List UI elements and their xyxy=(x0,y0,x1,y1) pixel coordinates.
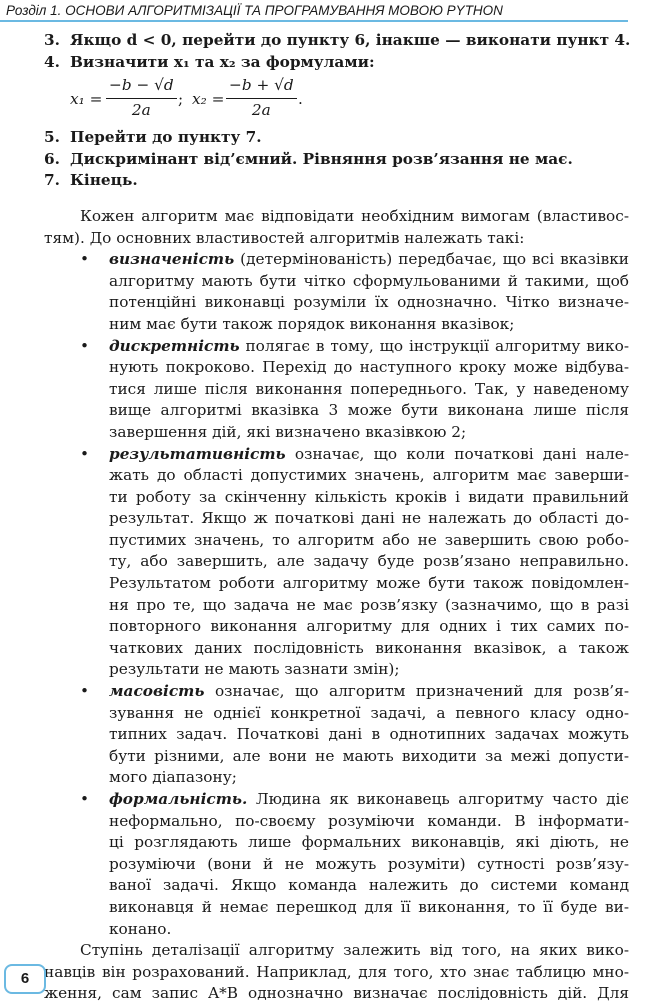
property-text: означає, що коли початкові дані нале- xyxy=(294,444,629,463)
text-line xyxy=(109,249,629,271)
property-text: полягає в тому, що інструкції алгоритму вико- xyxy=(245,336,629,355)
header-rule xyxy=(0,20,628,22)
text-line: конано. xyxy=(109,919,172,938)
property-term: дискретність xyxy=(109,336,240,355)
step-text: Визначити x₁ та x₂ за формулами: xyxy=(70,52,375,71)
x2-fraction xyxy=(226,75,297,121)
chapter-title: Розділ 1. ОСНОВИ АЛГОРИТМІЗАЦІЇ ТА ПРОГРАМУВАННЯ МОВОЮ PYTHON xyxy=(6,3,503,18)
step-text: Перейти до пункту 7. xyxy=(70,128,262,147)
text-line: Результатом роботи алгоритму може бути також повідомлен- xyxy=(109,574,629,593)
bullet-icon: • xyxy=(80,790,90,808)
formula-separator: ; xyxy=(178,90,184,109)
text-line: жать до області допустимих значень, алгоритм має заверши- xyxy=(109,466,629,485)
text-line xyxy=(109,789,629,811)
step-number: 5. xyxy=(44,128,60,147)
property-term: результативність xyxy=(109,444,286,463)
bullet-icon: • xyxy=(80,250,90,269)
step-7 xyxy=(44,170,629,192)
text-line: зування не однієї конкретної задачі, а певного класу одно- xyxy=(109,703,629,722)
text-line: ження, сам запис A*B однозначно визначає послідовність дій. Для xyxy=(44,984,629,1003)
intro-paragraph xyxy=(44,206,629,249)
text-line: тям). До основних властивостей алгоритмів належать такі: xyxy=(44,228,525,247)
text-line: вище алгоритмі вказівка 3 може бути виконана лише після xyxy=(109,401,629,420)
step-text: Дискримінант від’ємний. Рівняння розв’язання не має. xyxy=(70,149,573,168)
step-text: Кінець. xyxy=(70,171,138,190)
formula-end: . xyxy=(298,90,303,109)
algorithm-steps xyxy=(44,30,629,192)
text-line: результати не мають зазнати змін); xyxy=(109,660,400,679)
x1-numerator: −b − √d xyxy=(106,75,177,99)
text-line: алгоритму мають бути чітко сформульованими й такими, щоб xyxy=(109,271,629,290)
text-line: результат. Якщо ж початкові дані не належать до області до- xyxy=(109,509,629,528)
text-line: типних задач. Початкові дані в однотипних задачах можуть xyxy=(109,725,629,744)
text-line: ня про те, що задача не має розв’язку (зазначимо, що в разі xyxy=(109,595,629,614)
text-line: мого діапазону; xyxy=(109,768,237,787)
step-5 xyxy=(44,127,629,149)
x1-fraction xyxy=(106,75,177,121)
step-number: 6. xyxy=(44,149,60,168)
step-4 xyxy=(44,52,629,74)
text-line xyxy=(109,336,629,358)
text-line: ваної задачі. Якщо команда належить до системи команд xyxy=(109,876,629,895)
step-number: 7. xyxy=(44,171,60,190)
text-line xyxy=(109,444,629,466)
text-line: нують покроково. Перехід до наступного кроку може відбува- xyxy=(109,358,629,377)
property-term: масовість xyxy=(109,682,205,701)
text-line: Ступінь деталізації алгоритму залежить від того, на яких вико- xyxy=(80,941,629,960)
text-line: тися лише після виконання попереднього. Так, у наведеному xyxy=(109,379,629,398)
step-number: 4. xyxy=(44,52,60,71)
property-term: визначеність xyxy=(109,250,235,269)
bullet-icon: • xyxy=(80,336,90,355)
text-line: бути різними, але вони не мають виходити за межі допусти- xyxy=(109,746,629,765)
property-text: (детермінованість) передбачає, що всі вказівки xyxy=(240,250,629,269)
text-line: пустимих значень, то алгоритм або не завершить свою робо- xyxy=(109,530,629,549)
text-line: виконавця й немає перешкод для її виконання, то її буде ви- xyxy=(109,897,629,916)
property-text: Людина як виконавець алгоритму часто діє xyxy=(255,790,629,808)
list-item-mass-character xyxy=(44,681,629,789)
step-3 xyxy=(44,30,629,52)
text-line: Кожен алгоритм має відповідати необхідним вимогам (властивос- xyxy=(80,206,629,225)
page-number: 6 xyxy=(4,964,46,994)
list-item-formality xyxy=(44,789,629,940)
property-term: формальність. xyxy=(109,790,248,808)
x2-label: x₂ = xyxy=(192,90,225,109)
text-line: ним має бути також порядок виконання вказівок; xyxy=(109,314,515,333)
step-6 xyxy=(44,149,629,171)
properties-list xyxy=(44,249,629,940)
property-text: означає, що алгоритм призначений для розв’я- xyxy=(214,682,629,701)
text-line xyxy=(109,681,629,703)
text-line: ту, або завершить, але задачу буде розв’язано неправильно. xyxy=(109,552,629,571)
text-line: розуміючи (вони й не можуть розуміти) сутності розв’язу- xyxy=(109,854,629,873)
bullet-icon: • xyxy=(80,682,90,701)
x2-numerator: −b + √d xyxy=(226,75,297,99)
text-line: навців він розрахований. Наприклад, для того, хто знає таблицю мно- xyxy=(44,962,629,981)
bullet-icon: • xyxy=(80,444,90,463)
x1-denominator: 2a xyxy=(131,100,151,119)
page-content xyxy=(44,30,629,1005)
text-line: завершення дій, які визначено вказівкою 2; xyxy=(109,422,467,441)
list-item-determinism xyxy=(44,249,629,335)
step-text: Якщо d < 0, перейти до пункту 6, інакше — виконати пункт 4. xyxy=(70,31,631,49)
list-item-effectiveness xyxy=(44,444,629,682)
text-line: ці розглядають лише формальних виконавців, які діють, не xyxy=(109,833,629,852)
text-line: ти роботу за скінченну кількість кроків і видати правильний xyxy=(109,487,629,506)
x2-denominator: 2a xyxy=(251,100,271,119)
text-line: потенційні виконавці розуміли їх однозначно. Чітко визначе- xyxy=(109,293,629,312)
text-line: неформально, по-своєму розуміючи команди. В інформати- xyxy=(109,811,629,830)
closing-paragraph xyxy=(44,940,629,1005)
text-line: чаткових даних послідовність виконання вказівок, а також xyxy=(109,638,629,657)
quadratic-formula xyxy=(44,75,629,127)
list-item-discreteness xyxy=(44,336,629,444)
x1-label: x₁ = xyxy=(70,90,103,109)
step-number: 3. xyxy=(44,31,60,49)
text-line: повторного виконання алгоритму для одних і тих самих по- xyxy=(109,617,629,636)
page-header xyxy=(0,0,628,20)
